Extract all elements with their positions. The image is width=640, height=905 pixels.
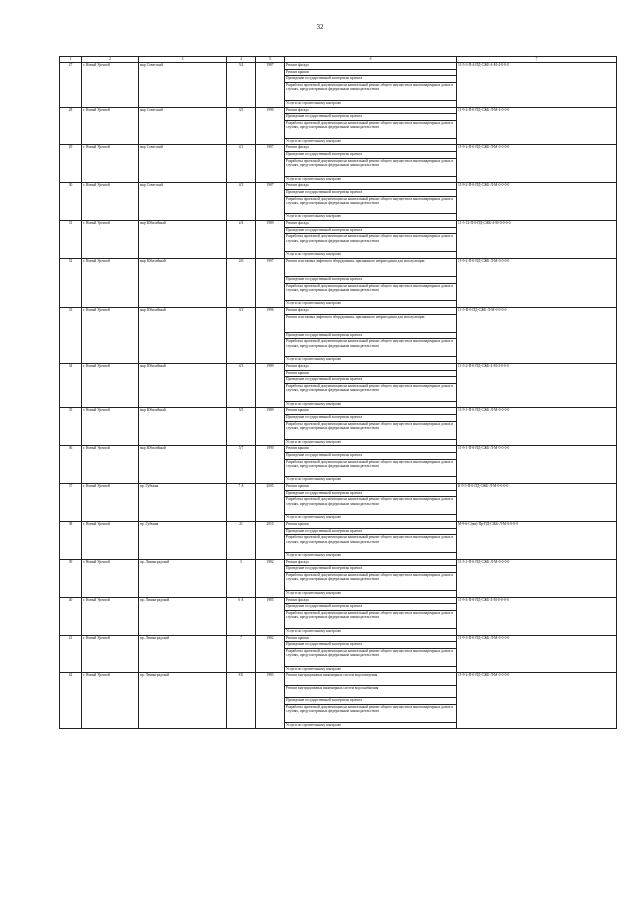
service-cell: Ремонт фасада xyxy=(285,559,457,566)
street-cell: пр. Ленинградский xyxy=(139,635,227,673)
service-cell: Ремонт внутридомовых инженерных систем водоснабжения xyxy=(285,685,457,697)
service-cell: Ремонт внутридомовых инженерных систем водоотведения xyxy=(285,673,457,685)
street-cell: пр. Губкина xyxy=(139,484,227,522)
city-cell: г. Новый Уренгой xyxy=(82,408,139,446)
year-cell: 1982 xyxy=(256,559,285,597)
year-cell: 1985 xyxy=(256,597,285,635)
code-cell: 11-5-2-П-0-ПД-СЖБ-4-М-4-0-0-0 xyxy=(457,363,617,408)
city-cell: г. Новый Уренгой xyxy=(82,446,139,484)
header-cell: 2 xyxy=(82,57,139,63)
service-cell: Ремонт крыши xyxy=(285,484,457,491)
house-number-cell: 2/6 xyxy=(227,258,256,307)
table-row xyxy=(60,673,617,685)
table-row xyxy=(60,484,617,491)
service-cell: Услуги по строительному контролю xyxy=(285,214,457,221)
house-number-cell: 2/4 xyxy=(227,221,256,259)
code-cell: 11-9-3-П-0-ПД-СЖБ-Л-М-0-0-0-0 xyxy=(457,635,617,673)
service-cell: Услуги по строительному контролю xyxy=(285,628,457,635)
street-cell: мкр Юбилейный xyxy=(139,446,227,484)
service-cell: Разработка проектной документации на капитальный ремонт общего имущества в многоквартирных домах в случаях, предусмотренных федеральным законодательством xyxy=(285,234,457,252)
city-cell: г. Новый Уренгой xyxy=(82,484,139,522)
header-cell: 7 xyxy=(457,57,617,63)
service-cell: Разработка проектной документации на капитальный ремонт общего имущества в многоквартирных домах в случаях, предусмотренных федеральным законодательством xyxy=(285,339,457,357)
service-cell: Разработка проектной документации на капитальный ремонт общего имущества в многоквартирных домах в случаях, предусмотренных федеральным законодательством xyxy=(285,648,457,666)
service-cell: Ремонт фасада xyxy=(285,308,457,315)
code-cell: 11-5-3-П-4-ПД-СЖЕ-4-М-4-0-0-0 xyxy=(457,63,617,108)
house-number-cell: 5 xyxy=(227,559,256,597)
page-number: 32 xyxy=(316,23,324,31)
year-cell: 1990 xyxy=(256,107,285,145)
code-cell: 11-5-12-П-0-ПД-СЖБ-4-М-0-0-0-0 xyxy=(457,221,617,259)
street-cell: пр. Ленинградский xyxy=(139,673,227,729)
city-cell: г. Новый Уренгой xyxy=(82,63,139,108)
city-cell: г. Новый Уренгой xyxy=(82,308,139,364)
code-cell: 11-9-1-П-0-ПД-СЖБ-Л-М-0-0-0-0 xyxy=(457,446,617,484)
street-cell: мкр Советский xyxy=(139,107,227,145)
service-cell: Услуги по строительному контролю xyxy=(285,138,457,145)
service-cell: Проведение государственной экспертизы проекта xyxy=(285,528,457,535)
repair-schedule-table xyxy=(59,56,617,729)
row-number: 40 xyxy=(60,597,82,635)
table-row xyxy=(60,363,617,370)
code-cell: 11-9-4-П-0-ПД-СЖБ-4-М-0-0-0-0 xyxy=(457,597,617,635)
header-cell: 4 xyxy=(227,57,256,63)
code-cell: 11-5-П-0-ПД-СЖБ-Л-М-0-0-0-0 xyxy=(457,308,617,364)
street-cell: мкр Юбилейный xyxy=(139,308,227,364)
code-cell: 11-5-1-П-0-ПД-СЖБ-Л-М-0-0-0-0 xyxy=(457,559,617,597)
service-cell: Проведение государственной экспертизы проекта xyxy=(285,566,457,573)
service-cell: Услуги по строительному контролю xyxy=(285,301,457,308)
year-cell: 2010 xyxy=(256,521,285,559)
service-cell: Разработка проектной документации на капитальный ремонт общего имущества в многоквартирных домах в случаях, предусмотренных федеральным законодательством xyxy=(285,459,457,477)
code-cell: 11-9-2-П-0-ПД-СЖБ-Л-М-0-0-0-0 xyxy=(457,183,617,221)
service-cell: Проведение государственной экспертизы проекта xyxy=(285,332,457,339)
service-cell: Разработка проектной документации на капитальный ремонт общего имущества в многоквартирных домах в случаях, предусмотренных федеральным законодательством xyxy=(285,497,457,515)
year-cell: 1982 xyxy=(256,635,285,673)
service-cell: Разработка проектной документации на капитальный ремонт общего имущества в многоквартирных домах в случаях, предусмотренных федеральным законодательством xyxy=(285,158,457,176)
street-cell: мкр Юбилейный xyxy=(139,258,227,307)
service-cell: Разработка проектной документации на капитальный ремонт общего имущества в многоквартирных домах в случаях, предусмотренных федеральным законодательством xyxy=(285,283,457,301)
row-number: 28 xyxy=(60,107,82,145)
service-cell: Услуги по строительному контролю xyxy=(285,176,457,183)
year-cell: 1987 xyxy=(256,183,285,221)
year-cell: 2005 xyxy=(256,484,285,522)
street-cell: пр. Губкина xyxy=(139,521,227,559)
house-number-cell: 3/1 xyxy=(227,308,256,364)
service-cell: Ремонт фасада xyxy=(285,597,457,604)
service-cell: Проведение государственной экспертизы проекта xyxy=(285,377,457,384)
service-cell: Услуги по строительному контролю xyxy=(285,515,457,522)
service-cell: Ремонт фасада xyxy=(285,221,457,228)
house-number-cell: 5/7 xyxy=(227,446,256,484)
code-cell: 11-9-2-П-0-ПД-СЖБ-Л-М-0-0-0-0 xyxy=(457,145,617,183)
service-cell: Услуги по строительному контролю xyxy=(285,100,457,107)
table-row xyxy=(60,258,617,276)
row-number: 31 xyxy=(60,221,82,259)
row-number: 27 xyxy=(60,63,82,108)
row-number: 38 xyxy=(60,521,82,559)
house-number-cell: 7 А xyxy=(227,484,256,522)
service-cell: Ремонт крыши xyxy=(285,370,457,377)
code-cell: 11-9-2-П-0-ПД-СЖБ-Л-М-4-0-0-0 xyxy=(457,107,617,145)
year-cell: 1989 xyxy=(256,363,285,408)
city-cell: г. Новый Уренгой xyxy=(82,258,139,307)
service-cell: Услуги по строительному контролю xyxy=(285,477,457,484)
service-cell: Разработка проектной документации на капитальный ремонт общего имущества в многоквартирных домах в случаях, предусмотренных федеральным законодательством xyxy=(285,120,457,138)
service-cell: Услуги по строительному контролю xyxy=(285,553,457,560)
service-cell: Разработка проектной документации на капитальный ремонт общего имущества в многоквартирных домах в случаях, предусмотренных федеральным законодательством xyxy=(285,704,457,722)
city-cell: г. Новый Уренгой xyxy=(82,107,139,145)
code-cell: 11-9-1-П-0-ПД-СЖБ-Л-М-0-0-0-0 xyxy=(457,408,617,446)
code-cell: 11-9-2-П-0-ПД-СЖБ-Л-М-0-0-0-0 xyxy=(457,258,617,307)
table-row xyxy=(60,107,617,114)
service-cell: Проведение государственной экспертизы проекта xyxy=(285,189,457,196)
service-cell: Ремонт крыши xyxy=(285,521,457,528)
city-cell: г. Новый Уренгой xyxy=(82,363,139,408)
table-row xyxy=(60,221,617,228)
service-cell: Ремонт фасада xyxy=(285,183,457,190)
service-cell: Ремонт крыши xyxy=(285,446,457,453)
street-cell: пр. Ленинградский xyxy=(139,559,227,597)
service-cell: Проведение государственной экспертизы проекта xyxy=(285,604,457,611)
row-number: 41 xyxy=(60,635,82,673)
service-cell: Ремонт фасада xyxy=(285,363,457,370)
service-cell: Разработка проектной документации на капитальный ремонт общего имущества в многоквартирных домах в случаях, предусмотренных федеральным законодательством xyxy=(285,573,457,591)
header-cell: 5 xyxy=(256,57,285,63)
service-cell: Услуги по строительному контролю xyxy=(285,401,457,408)
city-cell: г. Новый Уренгой xyxy=(82,673,139,729)
house-number-cell: 7 xyxy=(227,635,256,673)
service-cell: Ремонт крыши xyxy=(285,635,457,642)
service-cell: Услуги по строительному контролю xyxy=(285,591,457,598)
service-cell: Проведение государственной экспертизы проекта xyxy=(285,227,457,234)
street-cell: мкр Советский xyxy=(139,63,227,108)
service-cell: Ремонт крыши xyxy=(285,69,457,76)
service-cell: Проведение государственной экспертизы проекта xyxy=(285,698,457,705)
table-row xyxy=(60,635,617,642)
street-cell: мкр Советский xyxy=(139,145,227,183)
row-number: 32 xyxy=(60,258,82,307)
table-row xyxy=(60,597,617,604)
table-row xyxy=(60,446,617,453)
year-cell: 1996 xyxy=(256,308,285,364)
street-cell: пр. Ленинградский xyxy=(139,597,227,635)
row-number: 33 xyxy=(60,308,82,364)
service-cell: Разработка проектной документации на капитальный ремонт общего имущества в многоквартирных домах в случаях, предусмотренных федеральным законодательством xyxy=(285,421,457,439)
house-number-cell: 4/3 xyxy=(227,363,256,408)
house-number-cell: 3/4 xyxy=(227,63,256,108)
service-cell: Проведение государственной экспертизы проекта xyxy=(285,415,457,422)
house-number-cell: 6 А xyxy=(227,597,256,635)
service-cell: Проведение государственной экспертизы проекта xyxy=(285,452,457,459)
service-cell: Проведение государственной экспертизы проекта xyxy=(285,490,457,497)
row-number: 34 xyxy=(60,363,82,408)
service-cell: Проведение государственной экспертизы проекта xyxy=(285,152,457,159)
street-cell: мкр Юбилейный xyxy=(139,221,227,259)
service-cell: Ремонт или замена лифтового оборудования, признанного непригодным для эксплуатации xyxy=(285,314,457,332)
table-row xyxy=(60,559,617,566)
service-cell: Услуги по строительному контролю xyxy=(285,666,457,673)
row-number: 37 xyxy=(60,484,82,522)
header-cell: 3 xyxy=(139,57,227,63)
row-number: 39 xyxy=(60,559,82,597)
house-number-cell: 4/1 xyxy=(227,145,256,183)
city-cell: г. Новый Уренгой xyxy=(82,221,139,259)
city-cell: г. Новый Уренгой xyxy=(82,597,139,635)
row-number: 36 xyxy=(60,446,82,484)
city-cell: г. Новый Уренгой xyxy=(82,145,139,183)
city-cell: г. Новый Уренгой xyxy=(82,183,139,221)
house-number-cell: 8 Б xyxy=(227,673,256,729)
city-cell: г. Новый Уренгой xyxy=(82,635,139,673)
table-row xyxy=(60,145,617,152)
service-cell: Ремонт фасада xyxy=(285,107,457,114)
year-cell: 1987 xyxy=(256,145,285,183)
table-row xyxy=(60,183,617,190)
service-cell: Проведение государственной экспертизы проекта xyxy=(285,76,457,83)
street-cell: мкр Юбилейный xyxy=(139,408,227,446)
service-cell: Услуги по строительному контролю xyxy=(285,252,457,259)
house-number-cell: 21 xyxy=(227,521,256,559)
street-cell: мкр Юбилейный xyxy=(139,363,227,408)
city-cell: г. Новый Уренгой xyxy=(82,559,139,597)
row-number: 42 xyxy=(60,673,82,729)
service-cell: Проведение государственной экспертизы проекта xyxy=(285,276,457,283)
service-cell: Разработка проектной документации на капитальный ремонт общего имущества в многоквартирных домах в случаях, предусмотренных федеральным законодательством xyxy=(285,383,457,401)
table-row xyxy=(60,408,617,415)
service-cell: Ремонт фасада xyxy=(285,145,457,152)
house-number-cell: 3/5 xyxy=(227,107,256,145)
header-cell: 1 xyxy=(60,57,82,63)
code-cell: К-9-5-П-0-ПД-СЖБ-Л-М-0-0-0-0 xyxy=(457,484,617,522)
code-cell: 11-9-2-П-0-ПД-СЖБ-Л-М-0-0-0-0 xyxy=(457,673,617,729)
house-number-cell: 4/3 xyxy=(227,183,256,221)
row-number: 35 xyxy=(60,408,82,446)
year-cell: 1997 xyxy=(256,258,285,307)
table-row xyxy=(60,308,617,315)
year-cell: 1989 xyxy=(256,408,285,446)
service-cell: Услуги по строительному контролю xyxy=(285,357,457,364)
table-row xyxy=(60,521,617,528)
row-number: 30 xyxy=(60,183,82,221)
year-cell: 1990 xyxy=(256,446,285,484)
street-cell: мкр Советский xyxy=(139,183,227,221)
row-number: 29 xyxy=(60,145,82,183)
service-cell: Проведение государственной экспертизы проекта xyxy=(285,642,457,649)
year-cell: 1987 xyxy=(256,63,285,108)
service-cell: Проведение государственной экспертизы проекта xyxy=(285,114,457,121)
service-cell: Разработка проектной документации на капитальный ремонт общего имущества в многоквартирных домах в случаях, предусмотренных федеральным законодательством xyxy=(285,535,457,553)
code-cell: М-9-6-С(мн)-Пр-ПД-СЖБ-Л-М-0-0-0-0 xyxy=(457,521,617,559)
header-cell: 6 xyxy=(285,57,457,63)
table-row xyxy=(60,63,617,70)
service-cell: Ремонт фасада xyxy=(285,63,457,70)
service-cell: Услуги по строительному контролю xyxy=(285,722,457,729)
house-number-cell: 5/5 xyxy=(227,408,256,446)
service-cell: Услуги по строительному контролю xyxy=(285,439,457,446)
service-cell: Ремонт или замена лифтового оборудования, признанного непригодным для эксплуатации xyxy=(285,258,457,276)
service-cell: Разработка проектной документации на капитальный ремонт общего имущества в многоквартирных домах в случаях, предусмотренных федеральным законодательством xyxy=(285,610,457,628)
year-cell: 1989 xyxy=(256,221,285,259)
city-cell: г. Новый Уренгой xyxy=(82,521,139,559)
service-cell: Разработка проектной документации на капитальный ремонт общего имущества в многоквартирных домах в случаях, предусмотренных федеральным законодательством xyxy=(285,82,457,100)
year-cell: 1983 xyxy=(256,673,285,729)
service-cell: Разработка проектной документации на капитальный ремонт общего имущества в многоквартирных домах в случаях, предусмотренных федеральным законодательством xyxy=(285,196,457,214)
service-cell: Ремонт крыши xyxy=(285,408,457,415)
